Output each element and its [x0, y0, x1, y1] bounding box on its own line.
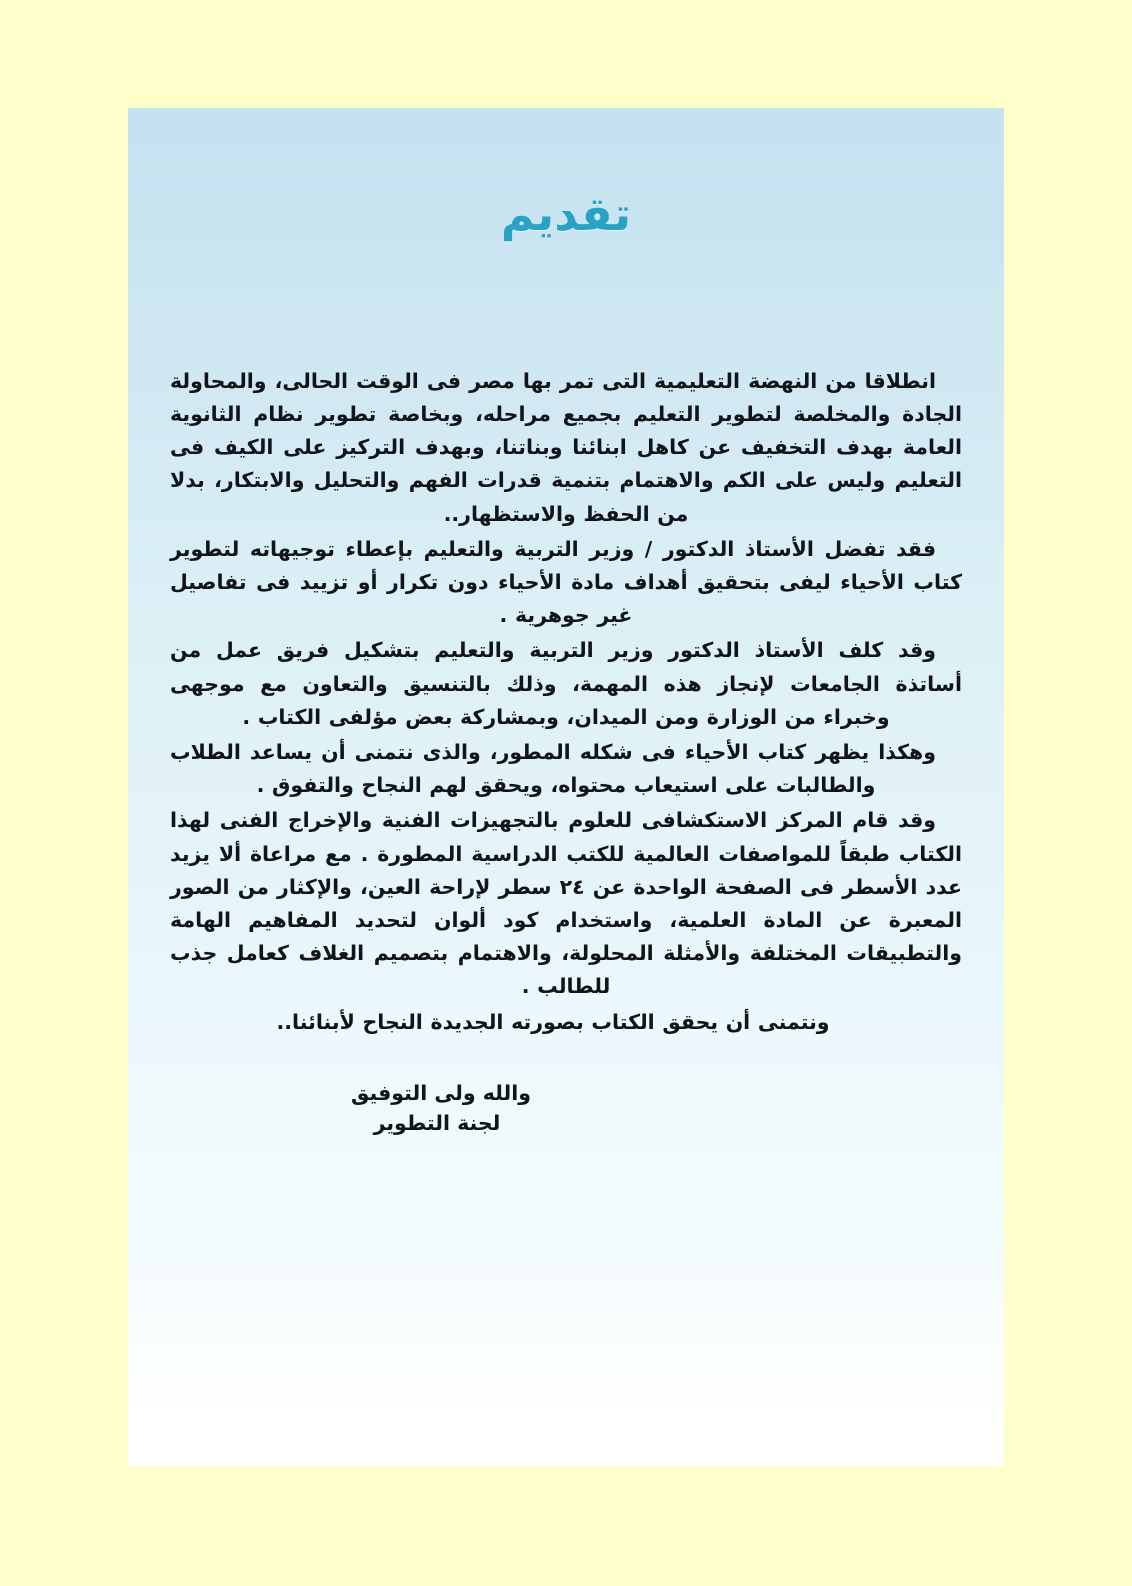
- content-card: [128, 108, 1004, 1466]
- body-text-block: [128, 273, 1004, 1139]
- signature-block: [170, 1079, 962, 1138]
- signature-line-blessing: والله ولى التوفيق: [351, 1080, 531, 1105]
- signature-line-committee: لجنة التطوير: [373, 1110, 501, 1135]
- page-title: تقديم: [500, 186, 632, 241]
- paragraph-3: وقد كلف الأستاذ الدكتور وزير التربية والتعليم بتشكيل فريق عمل من أساتذة الجامعات لإنجاز هذه المهمة، وذلك بالتنسيق والتعاون مع موجهى وخبراء من الوزارة ومن الميدان، وبمشاركة بعض مؤلفى الكتاب .: [170, 638, 962, 729]
- paragraph-2: فقد تفضل الأستاذ الدكتور / وزير التربية والتعليم بإعطاء توجيهاته لتطوير كتاب الأحياء ليفى بتحقيق أهداف مادة الأحياء دون تكرار أو تزييد فى تفاصيل غير جوهرية .: [170, 536, 962, 628]
- paragraph-6: ونتمنى أن يحقق الكتاب بصورته الجديدة النجاح لأبنائنا..: [276, 1009, 830, 1034]
- paragraph-1: انطلاقا من النهضة التعليمية التى تمر بها مصر فى الوقت الحالى، والمحاولة الجادة والمخلصة لتطوير التعليم بجميع مراحله، وبخاصة تطوير نظام الثانوية العامة بهدف التخفيف عن كاهل ابنائنا وبناتنا، وبهدف التركيز على الكيف فى التعليم وليس على الكم والاهتمام بتنمية قدرات الفهم والتحليل والابتكار، بدلا من الحفظ والاستظهار..: [170, 368, 962, 526]
- paragraph-5: وقد قام المركز الاستكشافى للعلوم بالتجهيزات الفنية والإخراج الفنى لهذا الكتاب طبقاً للمواصفات العالمية للكتب الدراسية المطورة . مع مراعاة ألا يزيد عدد الأسطر فى الصفحة الواحدة عن ٢٤ سطر لإراحة العين، والإكثار من الصور المعبرة عن المادة العلمية، واستخدام كود ألوان لتحديد المفاهيم الهامة والتطبيقات المختلفة والأمثلة المحلولة، والاهتمام بتصميم الغلاف كعامل جذب للطالب .: [170, 808, 962, 999]
- paragraph-4: وهكذا يظهر كتاب الأحياء فى شكله المطور، والذى نتمنى أن يساعد الطلاب والطالبات على استيعاب محتواه، ويحقق لهم النجاح والتفوق .: [170, 740, 936, 798]
